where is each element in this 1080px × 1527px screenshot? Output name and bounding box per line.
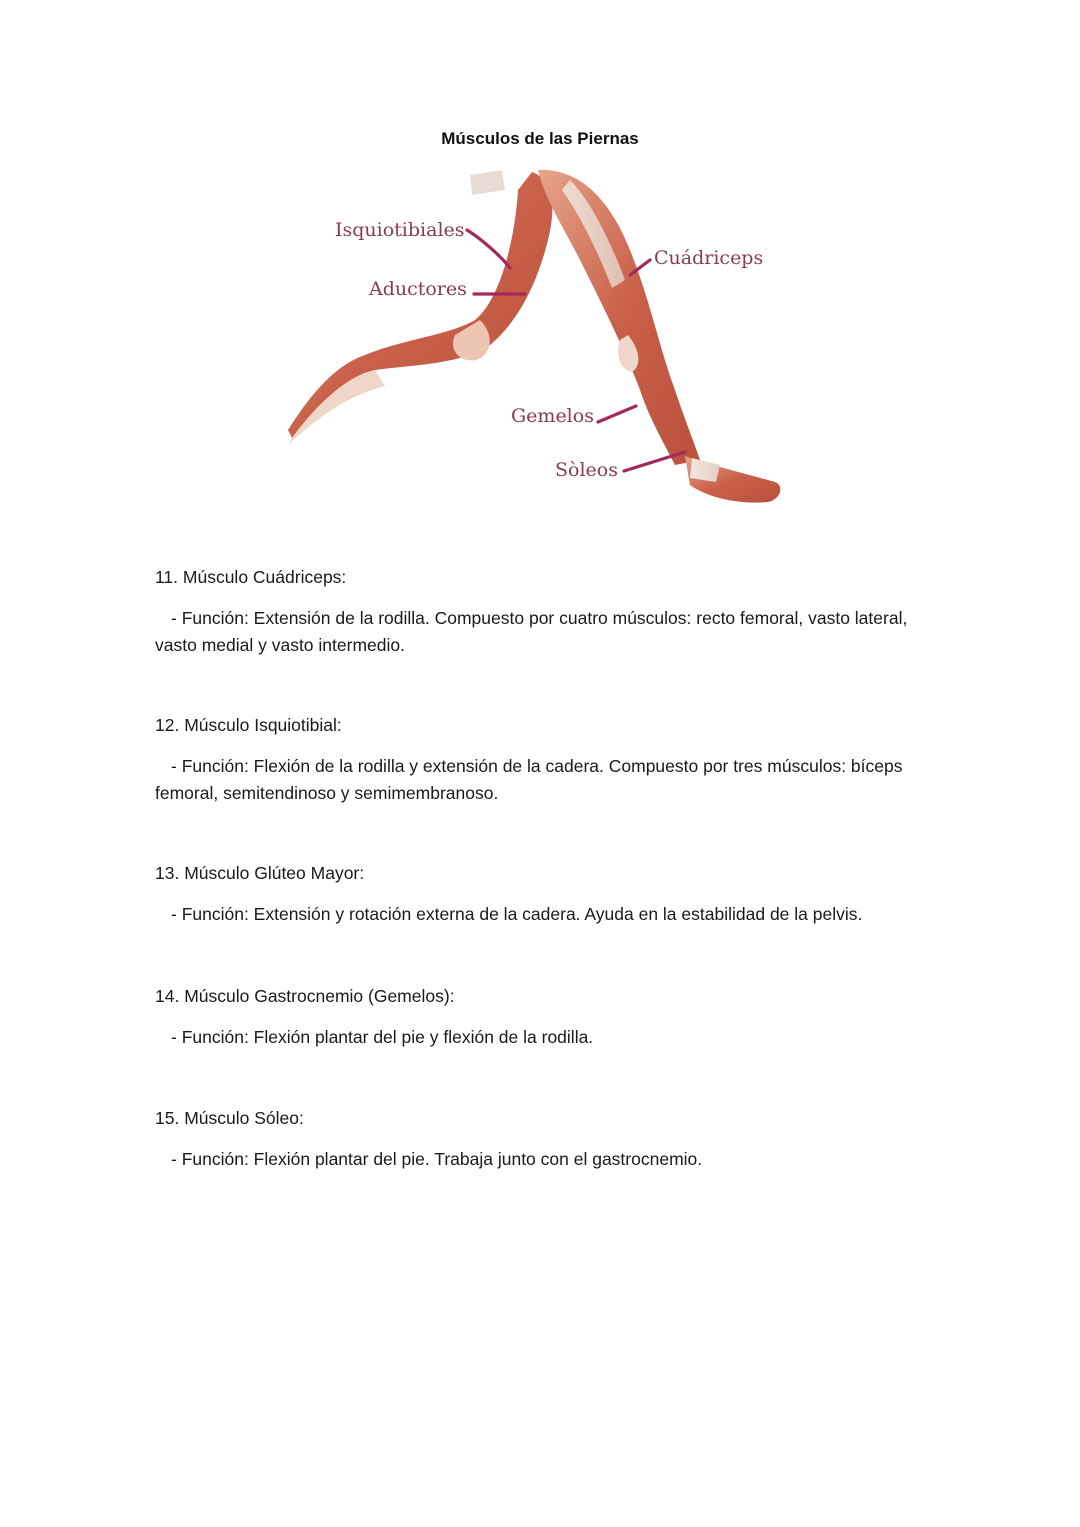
section-heading: 15. Músculo Sóleo: [155, 1108, 304, 1128]
section-isquiotibial [155, 712, 945, 807]
section-description: - Función: Flexión plantar del pie y flexión de la rodilla. [171, 1027, 594, 1047]
leg-muscles-figure [280, 160, 800, 525]
section-description: - Función: Flexión plantar del pie. Trabaja junto con el gastrocnemio. [171, 1149, 703, 1169]
section-gluteo-mayor [155, 860, 945, 928]
section-description: - Función: Flexión de la rodilla y extensión de la cadera. Compuesto por tres músculos: bíceps femoral, semitendinoso y semimembranoso. [155, 756, 903, 803]
front-leg [538, 170, 780, 503]
label-gemelos: Gemelos [511, 405, 594, 427]
section-heading: 12. Músculo Isquiotibial: [155, 715, 342, 735]
page-title: Músculos de las Piernas [441, 129, 639, 148]
section-heading: 11. Músculo Cuádriceps: [155, 567, 347, 587]
section-soleo [155, 1105, 945, 1173]
section-cuadriceps [155, 564, 945, 659]
section-heading: 14. Músculo Gastrocnemio (Gemelos): [155, 986, 455, 1006]
label-cuadriceps: Cuádriceps [654, 247, 764, 269]
label-soleos: Sòleos [555, 459, 618, 481]
leg-muscles-illustration [280, 160, 800, 525]
section-heading: 13. Músculo Glúteo Mayor: [155, 863, 365, 883]
section-description: - Función: Extensión de la rodilla. Compuesto por cuatro músculos: recto femoral, vasto lateral, vasto medial y vasto intermedio. [155, 608, 908, 655]
section-gastrocnemio [155, 983, 945, 1051]
section-description: - Función: Extensión y rotación externa de la cadera. Ayuda en la estabilidad de la pelvis. [171, 904, 863, 924]
leader-gemelos [598, 406, 636, 422]
label-isquiotibiales: Isquiotibiales [335, 219, 465, 241]
back-leg [288, 170, 552, 445]
leader-isquiotibiales [467, 230, 510, 268]
label-aductores: Aductores [369, 278, 467, 300]
